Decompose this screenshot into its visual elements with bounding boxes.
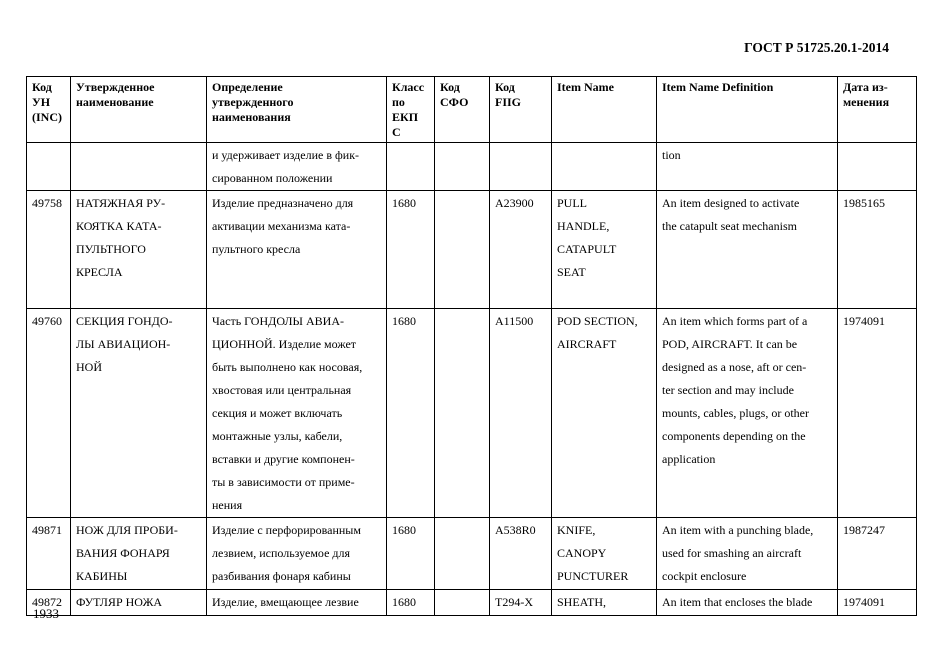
- cell-line: секция и может включать: [212, 406, 343, 420]
- table-body: [27, 143, 917, 616]
- page-number: 1933: [33, 606, 59, 621]
- cell-line: ter section and may include: [662, 383, 794, 397]
- cell-line: cockpit enclosure: [662, 569, 747, 583]
- cell-line: ты в зависимости от приме-: [212, 475, 355, 489]
- cell-line: An item that encloses the blade: [662, 595, 813, 609]
- cell-line: СЕКЦИЯ ГОНДО-: [76, 314, 173, 328]
- header-line: ЕКП: [392, 110, 419, 124]
- cell-line: 49758: [32, 196, 62, 210]
- header-line: по: [392, 95, 405, 109]
- table-row: [27, 191, 917, 309]
- change-date-cell: 1987247: [838, 518, 917, 590]
- class-cell: 1680: [387, 518, 435, 590]
- header-line: (INC): [32, 110, 62, 124]
- sfo-cell: [435, 309, 490, 518]
- header-line: Item Name: [557, 80, 614, 94]
- header-change-date: [838, 77, 917, 143]
- cell-line: нения: [212, 498, 243, 512]
- header-line: наименования: [212, 110, 291, 124]
- approved-name-cell: [71, 309, 207, 518]
- cell-line: пультного кресла: [212, 242, 301, 256]
- sfo-cell: [435, 191, 490, 309]
- table-row: [27, 309, 917, 518]
- cell-line: КАБИНЫ: [76, 569, 128, 583]
- fiig-cell: A23900: [490, 191, 552, 309]
- cell-line: вставки и другие компонен-: [212, 452, 355, 466]
- cell-line: 49760: [32, 314, 62, 328]
- cell-line: быть выполнено как носовая,: [212, 360, 363, 374]
- definition-cell: [207, 309, 387, 518]
- cell-line: SHEATH,: [557, 595, 607, 609]
- cell-line: и удерживает изделие в фик-: [212, 148, 360, 162]
- fiig-cell: T294-X: [490, 590, 552, 616]
- class-cell: 1680: [387, 309, 435, 518]
- change-date-cell: 1985165: [838, 191, 917, 309]
- inc-code-cell: [27, 143, 71, 191]
- cell-line: хвостовая или центральная: [212, 383, 352, 397]
- header-fiig: [490, 77, 552, 143]
- cell-line: лезвием, используемое для: [212, 546, 351, 560]
- cell-line: CANOPY: [557, 546, 607, 560]
- sfo-cell: [435, 590, 490, 616]
- inc-code-cell: [27, 309, 71, 518]
- header-line: УН: [32, 95, 51, 109]
- cell-line: Часть ГОНДОЛЫ АВИА-: [212, 314, 344, 328]
- header-line: Дата из-: [843, 80, 888, 94]
- cell-line: Изделие, вмещающее лезвие: [212, 595, 359, 609]
- cell-line: CATAPULT: [557, 242, 617, 256]
- cell-line: designed as a nose, aft or cen-: [662, 360, 807, 374]
- item-definition-cell: [657, 590, 838, 616]
- cell-line: монтажные узлы, кабели,: [212, 429, 343, 443]
- table-row: [27, 143, 917, 191]
- cell-line: ФУТЛЯР НОЖА: [76, 595, 163, 609]
- header-item-name: [552, 77, 657, 143]
- cell-line: активации механизма ката-: [212, 219, 351, 233]
- cell-line: ЦИОННОЙ. Изделие может: [212, 337, 357, 351]
- catalog-table: [26, 76, 917, 616]
- approved-name-cell: [71, 143, 207, 191]
- cell-line: An item which forms part of a: [662, 314, 808, 328]
- cell-line: An item designed to activate: [662, 196, 800, 210]
- header-line: утвержденного: [212, 95, 294, 109]
- item-definition-cell: [657, 518, 838, 590]
- cell-line: сированном положении: [212, 171, 333, 185]
- class-cell: 1680: [387, 590, 435, 616]
- definition-cell: [207, 191, 387, 309]
- header-line: СФО: [440, 95, 469, 109]
- table-header-row: [27, 77, 917, 143]
- change-date-cell: 1974091: [838, 309, 917, 518]
- cell-line: PUNCTURER: [557, 569, 629, 583]
- header-definition: [207, 77, 387, 143]
- header-approved-name: [71, 77, 207, 143]
- cell-line: 49872: [32, 595, 62, 609]
- fiig-cell: [490, 143, 552, 191]
- item-definition-cell: [657, 191, 838, 309]
- cell-line: НАТЯЖНАЯ РУ-: [76, 196, 166, 210]
- header-item-definition: [657, 77, 838, 143]
- table-row: [27, 590, 917, 616]
- header-line: менения: [843, 95, 890, 109]
- cell-line: components depending on the: [662, 429, 806, 443]
- item-definition-cell: [657, 309, 838, 518]
- header-sfo: [435, 77, 490, 143]
- header-inc: [27, 77, 71, 143]
- cell-line: PULL: [557, 196, 587, 210]
- document-standard-header: ГОСТ Р 51725.20.1-2014: [744, 40, 889, 55]
- header-line: Код: [495, 80, 515, 94]
- definition-cell: [207, 143, 387, 191]
- header-line: FIIG: [495, 95, 522, 109]
- header-line: Утвержденное: [76, 80, 155, 94]
- inc-code-cell: [27, 191, 71, 309]
- class-cell: 1680: [387, 191, 435, 309]
- header-line: Определение: [212, 80, 283, 94]
- item-name-cell: [552, 309, 657, 518]
- cell-line: the catapult seat mechanism: [662, 219, 797, 233]
- header-line: С: [392, 125, 401, 139]
- inc-code-cell: [27, 518, 71, 590]
- header-line: Код: [440, 80, 460, 94]
- cell-line: application: [662, 452, 716, 466]
- cell-line: An item with a punching blade,: [662, 523, 814, 537]
- approved-name-cell: [71, 518, 207, 590]
- change-date-cell: [838, 143, 917, 191]
- fiig-cell: A11500: [490, 309, 552, 518]
- sfo-cell: [435, 143, 490, 191]
- cell-line: ЛЫ АВИАЦИОН-: [76, 337, 171, 351]
- cell-line: НОЖ ДЛЯ ПРОБИ-: [76, 523, 178, 537]
- change-date-cell: 1974091: [838, 590, 917, 616]
- item-name-cell: [552, 143, 657, 191]
- cell-line: Изделие с перфорированным: [212, 523, 361, 537]
- item-name-cell: [552, 518, 657, 590]
- cell-line: SEAT: [557, 265, 586, 279]
- definition-cell: [207, 518, 387, 590]
- cell-line: разбивания фонаря кабины: [212, 569, 351, 583]
- cell-line: AIRCRAFT: [557, 337, 617, 351]
- cell-line: Изделие предназначено для: [212, 196, 354, 210]
- cell-line: ПУЛЬТНОГО: [76, 242, 146, 256]
- cell-line: 49871: [32, 523, 62, 537]
- header-class: [387, 77, 435, 143]
- definition-cell: [207, 590, 387, 616]
- cell-line: KNIFE,: [557, 523, 596, 537]
- header-line: Класс: [392, 80, 425, 94]
- cell-line: tion: [662, 148, 681, 162]
- header-line: Код: [32, 80, 52, 94]
- header-line: Item Name Definition: [662, 80, 774, 94]
- header-line: наименование: [76, 95, 154, 109]
- cell-line: HANDLE,: [557, 219, 610, 233]
- class-cell: [387, 143, 435, 191]
- cell-line: used for smashing an aircraft: [662, 546, 802, 560]
- fiig-cell: A538R0: [490, 518, 552, 590]
- item-definition-cell: [657, 143, 838, 191]
- item-name-cell: [552, 191, 657, 309]
- cell-line: POD SECTION,: [557, 314, 638, 328]
- cell-line: КРЕСЛА: [76, 265, 123, 279]
- cell-line: ВАНИЯ ФОНАРЯ: [76, 546, 170, 560]
- approved-name-cell: [71, 590, 207, 616]
- cell-line: КОЯТКА КАТА-: [76, 219, 162, 233]
- cell-line: mounts, cables, plugs, or other: [662, 406, 809, 420]
- table-row: [27, 518, 917, 590]
- approved-name-cell: [71, 191, 207, 309]
- sfo-cell: [435, 518, 490, 590]
- cell-line: НОЙ: [76, 360, 102, 374]
- cell-line: POD, AIRCRAFT. It can be: [662, 337, 798, 351]
- item-name-cell: [552, 590, 657, 616]
